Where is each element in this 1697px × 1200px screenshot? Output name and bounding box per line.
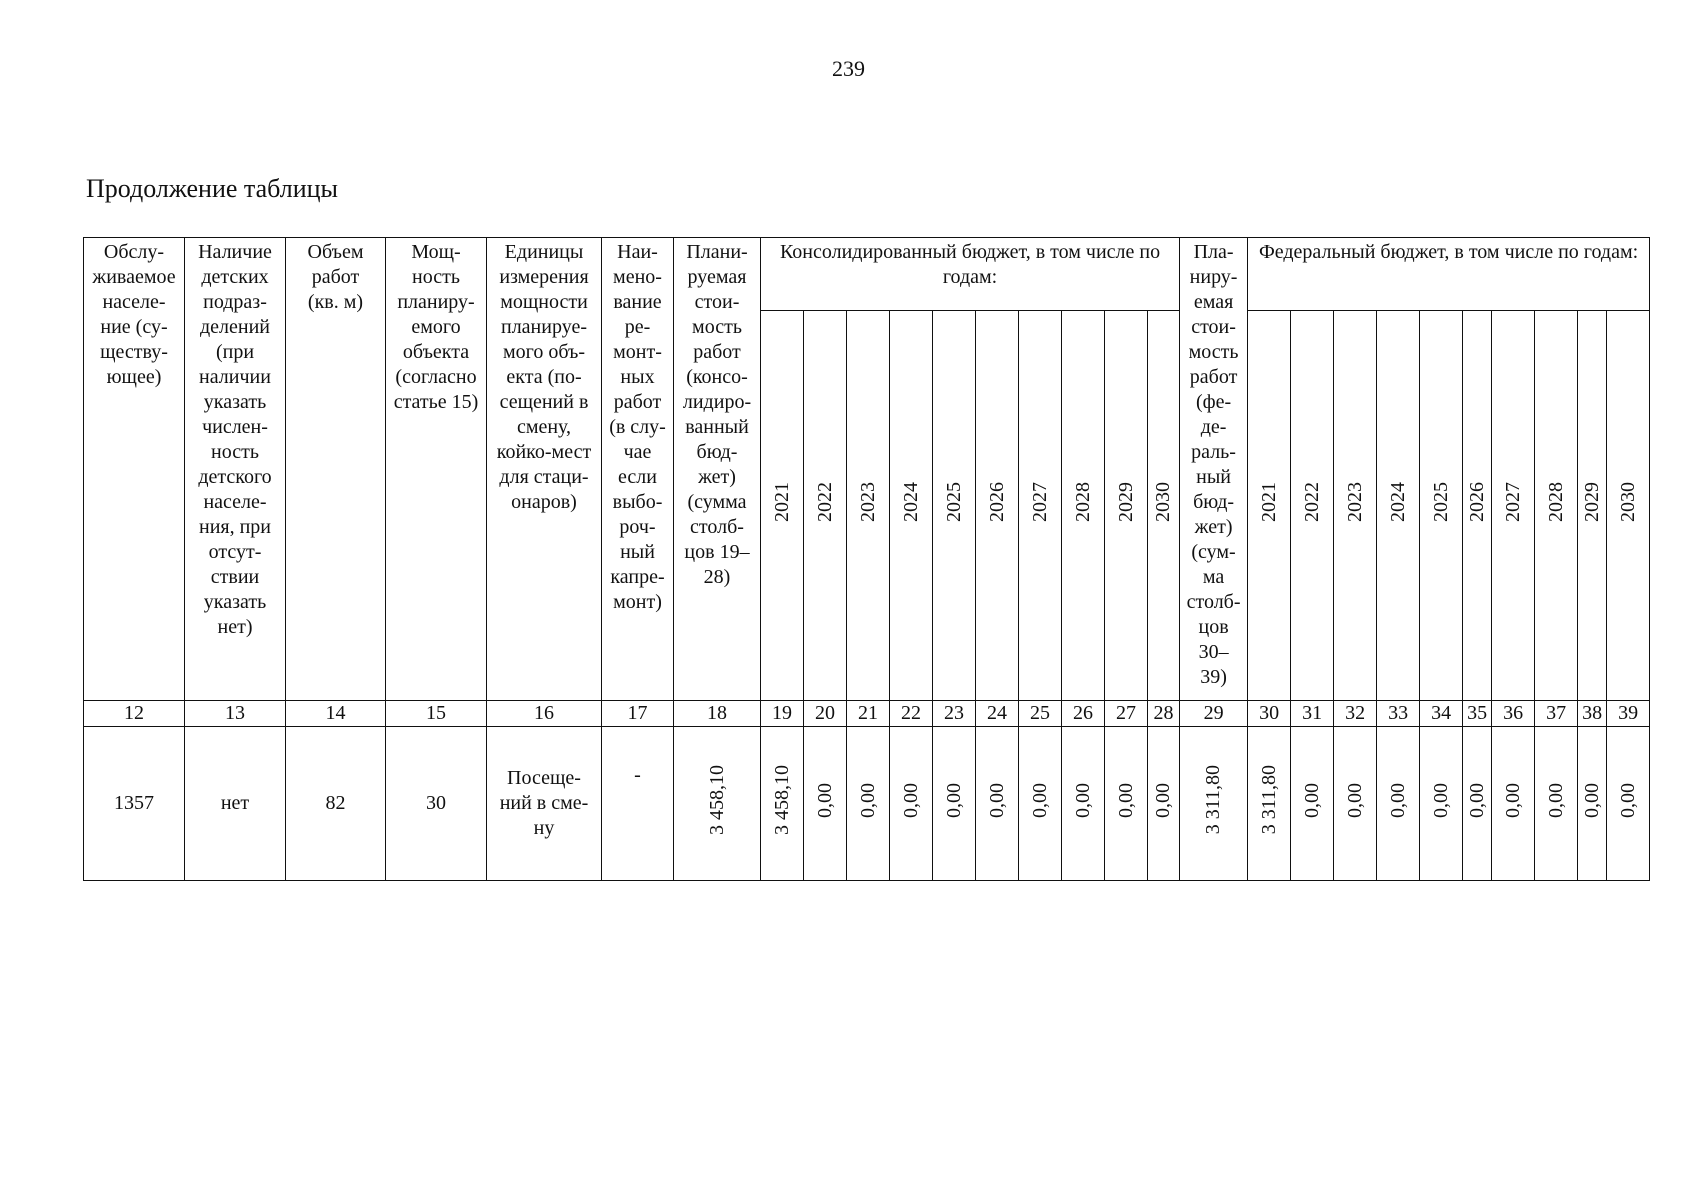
column-number: 19 bbox=[761, 701, 804, 727]
column-number: 22 bbox=[890, 701, 933, 727]
federal-year-header: 2021 bbox=[1248, 311, 1291, 701]
consolidated-year-header: 2023 bbox=[847, 311, 890, 701]
consolidated-year-header: 2027 bbox=[1019, 311, 1062, 701]
column-number: 32 bbox=[1334, 701, 1377, 727]
header-consolidated-budget: Консолидированный бюджет, в том числе по годам: bbox=[761, 238, 1180, 311]
consolidated-year-header: 2024 bbox=[890, 311, 933, 701]
column-number: 21 bbox=[847, 701, 890, 727]
column-number: 23 bbox=[933, 701, 976, 727]
cell-federal-value: 0,00 bbox=[1492, 727, 1535, 881]
cell-consolidated-value: 0,00 bbox=[804, 727, 847, 881]
column-number: 33 bbox=[1377, 701, 1420, 727]
cell-capacity-units: Посеще- ний в сме- ну bbox=[487, 727, 602, 881]
federal-year-header: 2024 bbox=[1377, 311, 1420, 701]
column-number: 24 bbox=[976, 701, 1019, 727]
cell-federal-value: 0,00 bbox=[1377, 727, 1420, 881]
federal-year-header: 2026 bbox=[1463, 311, 1492, 701]
cell-work-volume: 82 bbox=[286, 727, 386, 881]
column-number: 31 bbox=[1291, 701, 1334, 727]
column-number: 35 bbox=[1463, 701, 1492, 727]
column-number: 17 bbox=[602, 701, 674, 727]
cell-federal-value: 0,00 bbox=[1535, 727, 1578, 881]
budget-table bbox=[83, 237, 1650, 881]
table-row bbox=[84, 727, 1650, 881]
column-number: 12 bbox=[84, 701, 185, 727]
column-number-row bbox=[84, 701, 1650, 727]
cell-population: 1357 bbox=[84, 727, 185, 881]
cell-consolidated-value: 0,00 bbox=[890, 727, 933, 881]
header-capacity: Мощ- ность планиру- емого объекта (согласно статье 15) bbox=[386, 238, 487, 701]
table-caption: Продолжение таблицы bbox=[86, 174, 338, 203]
cell-consolidated-value: 3 458,10 bbox=[761, 727, 804, 881]
cell-federal-value: 0,00 bbox=[1291, 727, 1334, 881]
consolidated-year-header: 2029 bbox=[1105, 311, 1148, 701]
column-number: 25 bbox=[1019, 701, 1062, 727]
cell-consolidated-value: 0,00 bbox=[933, 727, 976, 881]
page-number: 239 bbox=[832, 56, 865, 81]
cell-consolidated-value: 0,00 bbox=[847, 727, 890, 881]
consolidated-year-header: 2021 bbox=[761, 311, 804, 701]
cell-federal-value: 0,00 bbox=[1463, 727, 1492, 881]
column-number: 34 bbox=[1420, 701, 1463, 727]
federal-year-header: 2022 bbox=[1291, 311, 1334, 701]
federal-year-header: 2027 bbox=[1492, 311, 1535, 701]
column-number: 36 bbox=[1492, 701, 1535, 727]
column-number: 38 bbox=[1578, 701, 1607, 727]
column-number: 29 bbox=[1180, 701, 1248, 727]
column-number: 14 bbox=[286, 701, 386, 727]
cell-federal-value: 0,00 bbox=[1607, 727, 1650, 881]
federal-year-header: 2030 bbox=[1607, 311, 1650, 701]
column-number: 28 bbox=[1148, 701, 1180, 727]
cell-federal-value: 0,00 bbox=[1578, 727, 1607, 881]
header-capacity-units: Единицы измерения мощности планируе- мого объ- екта (по- сещений в смену, койко-мест для стаци- онаров) bbox=[487, 238, 602, 701]
cell-federal-value: 3 311,80 bbox=[1248, 727, 1291, 881]
column-number: 15 bbox=[386, 701, 487, 727]
cell-consolidated-value: 0,00 bbox=[1062, 727, 1105, 881]
header-population: Обслу- живаемое населе- ние (су- ществу- ющее) bbox=[84, 238, 185, 701]
cell-planned-cost-consolidated: 3 458,10 bbox=[674, 727, 761, 881]
column-number: 37 bbox=[1535, 701, 1578, 727]
federal-year-header: 2029 bbox=[1578, 311, 1607, 701]
header-federal-budget: Федеральный бюджет, в том числе по годам: bbox=[1248, 238, 1650, 311]
column-number: 13 bbox=[185, 701, 286, 727]
consolidated-year-header: 2026 bbox=[976, 311, 1019, 701]
header-work-volume: Объем работ (кв. м) bbox=[286, 238, 386, 701]
consolidated-year-header: 2028 bbox=[1062, 311, 1105, 701]
header-planned-cost-federal: Пла- ниру- емая стои- мость работ (фе- де- раль- ный бюд- жет) (сум- ма столб- цов 30– 39) bbox=[1180, 238, 1248, 701]
column-number: 30 bbox=[1248, 701, 1291, 727]
cell-consolidated-value: 0,00 bbox=[1019, 727, 1062, 881]
cell-repair-name: - bbox=[602, 727, 674, 881]
cell-federal-value: 0,00 bbox=[1334, 727, 1377, 881]
cell-planned-cost-federal: 3 311,80 bbox=[1180, 727, 1248, 881]
column-number: 39 bbox=[1607, 701, 1650, 727]
consolidated-year-header: 2022 bbox=[804, 311, 847, 701]
cell-children-units: нет bbox=[185, 727, 286, 881]
column-number: 18 bbox=[674, 701, 761, 727]
cell-federal-value: 0,00 bbox=[1420, 727, 1463, 881]
consolidated-year-header: 2030 bbox=[1148, 311, 1180, 701]
federal-year-header: 2028 bbox=[1535, 311, 1578, 701]
consolidated-year-header: 2025 bbox=[933, 311, 976, 701]
cell-consolidated-value: 0,00 bbox=[976, 727, 1019, 881]
federal-year-header: 2023 bbox=[1334, 311, 1377, 701]
cell-capacity: 30 bbox=[386, 727, 487, 881]
federal-year-header: 2025 bbox=[1420, 311, 1463, 701]
column-number: 16 bbox=[487, 701, 602, 727]
cell-consolidated-value: 0,00 bbox=[1148, 727, 1180, 881]
column-number: 26 bbox=[1062, 701, 1105, 727]
header-planned-cost-consolidated: Плани- руемая стои- мость работ (консо- лидиро- ванный бюд- жет) (сумма столб- цов 19– 28) bbox=[674, 238, 761, 701]
header-repair-name: Наи- мено- вание ре- монт- ных работ (в слу- чае если выбо- роч- ный капре- монт) bbox=[602, 238, 674, 701]
column-number: 27 bbox=[1105, 701, 1148, 727]
column-number: 20 bbox=[804, 701, 847, 727]
header-children-units: Наличие детских подраз- делений (при наличии указать числен- ность детского населе- ния, при отсут- ствии указать нет) bbox=[185, 238, 286, 701]
cell-consolidated-value: 0,00 bbox=[1105, 727, 1148, 881]
